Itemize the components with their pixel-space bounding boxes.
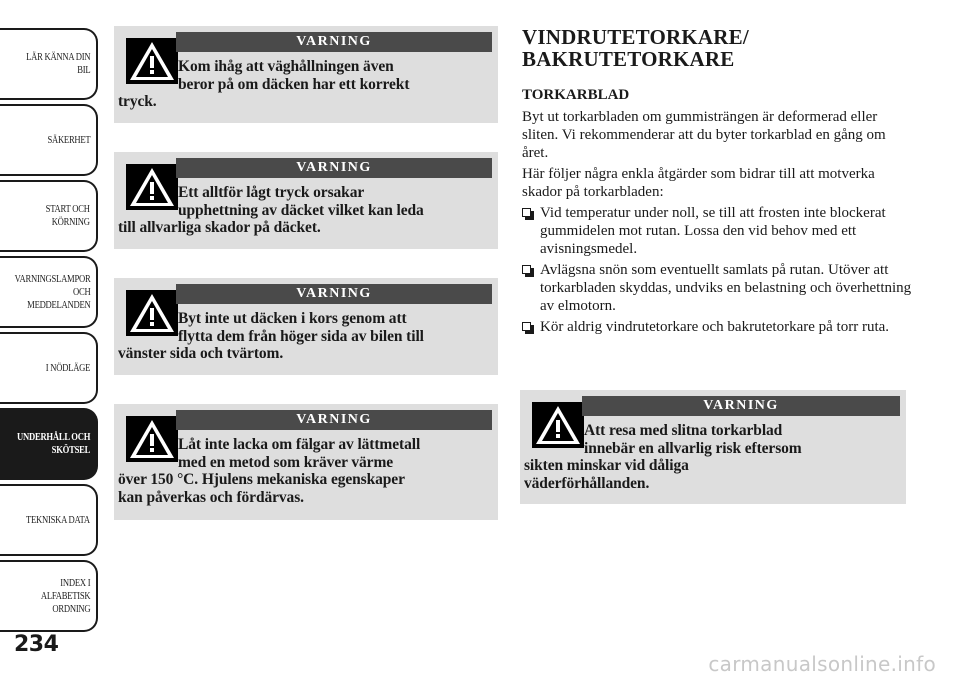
warning-line: upphettning av däcket vilket kan leda <box>178 201 424 219</box>
bullet-item <box>522 318 912 336</box>
warning-line: beror på om däcken har ett korrekt <box>178 75 410 93</box>
warning-line: väderförhållanden. <box>524 474 650 492</box>
page-number: 234 <box>14 632 59 657</box>
checkbox-bullet-icon <box>522 208 531 217</box>
paragraph: Byt ut torkarbladen om gummisträngen är deformerad eller sliten. Vi rekommenderar att du byter torkarblad en gång om året. <box>522 109 886 161</box>
tab-label: LÄR KÄNNA DIN BIL <box>25 52 90 76</box>
warning-line: Att resa med slitna torkarblad <box>584 422 783 439</box>
bullet-text: Avlägsna snön som eventuellt samlats på rutan. Utöver att torkarbladen skyddas, undviks en belastning och överhettning av elmotorn. <box>540 262 912 314</box>
bullet-text: Kör aldrig vindrutetorkare och bakrutetorkare på torr ruta. <box>540 319 890 335</box>
tab-start-och-korning[interactable] <box>0 180 98 252</box>
warning-title: VARNING <box>176 158 492 178</box>
section-heading <box>522 26 912 70</box>
bullet-item <box>522 261 912 315</box>
warning-box <box>114 26 498 123</box>
content-column <box>522 26 912 339</box>
tab-i-nodlage[interactable] <box>0 332 98 404</box>
warning-text <box>118 58 494 111</box>
warning-text <box>118 436 494 506</box>
warning-line: flytta dem från höger sida av bilen till <box>178 327 424 345</box>
checkbox-bullet-icon <box>522 265 531 274</box>
tab-label: VARNINGSLAMPOR OCH MEDDELANDEN <box>14 273 90 311</box>
warning-box <box>114 278 498 375</box>
warning-line: kan påverkas och fördärvas. <box>118 488 304 506</box>
warning-title: VARNING <box>176 410 492 430</box>
warning-line: till allvarliga skador på däcket. <box>118 219 321 236</box>
warning-line: Kom ihåg att väghållningen även <box>178 58 394 75</box>
bullet-text: Vid temperatur under noll, se till att frosten inte blockerat gummidelen mot rutan. Lossa den vid behov med ett avisningsmedel. <box>540 205 886 257</box>
warning-title: VARNING <box>582 396 900 416</box>
warning-line: Byt inte ut däcken i kors genom att <box>178 310 407 327</box>
heading-line: VINDRUTETORKARE/ <box>522 25 749 49</box>
subheading: TORKARBLAD <box>522 87 630 103</box>
warning-line: innebär en allvarlig risk eftersom <box>584 439 802 457</box>
warning-line: vänster sida och tvärtom. <box>118 345 284 362</box>
tab-label: START OCH KÖRNING <box>45 204 90 228</box>
warning-box <box>114 404 498 520</box>
tab-underhall-och-skotsel[interactable] <box>0 408 98 480</box>
heading-line: BAKRUTETORKARE <box>522 47 735 71</box>
tab-label: I NÖDLÄGE <box>45 362 90 374</box>
tab-tekniska-data[interactable] <box>0 484 98 556</box>
warning-text <box>118 184 494 237</box>
tab-label: TEKNISKA DATA <box>26 514 90 526</box>
warning-line: Låt inte lacka om fälgar av lättmetall <box>178 436 421 453</box>
warning-text <box>118 310 494 363</box>
warning-text <box>524 422 902 492</box>
warning-line: Ett alltför lågt tryck orsakar <box>178 184 365 201</box>
warning-title: VARNING <box>176 284 492 304</box>
tab-label: UNDERHÅLL OCH SKÖTSEL <box>16 432 90 456</box>
tab-sakerhet[interactable] <box>0 104 98 176</box>
warning-line: med en metod som kräver värme <box>178 453 394 471</box>
tab-varningslampor[interactable] <box>0 256 98 328</box>
warning-line: tryck. <box>118 93 157 110</box>
tab-index[interactable] <box>0 560 98 632</box>
watermark: carmanualsonline.info <box>708 652 936 676</box>
checkbox-bullet-icon <box>522 322 531 331</box>
warning-line: över 150 °C. Hjulens mekaniska egenskaper <box>118 471 405 488</box>
warning-title: VARNING <box>176 32 492 52</box>
tab-label: SÄKERHET <box>47 134 90 146</box>
paragraph: Här följer några enkla åtgärder som bidrar till att motverka skador på torkarbladen: <box>522 166 875 200</box>
bullet-item <box>522 204 912 258</box>
warning-box <box>520 390 906 504</box>
warning-box <box>114 152 498 249</box>
warning-line: sikten minskar vid dåliga <box>524 457 689 474</box>
tab-lar-kanna-din-bil[interactable] <box>0 28 98 100</box>
tab-label: INDEX I ALFABETISK ORDNING <box>40 577 90 615</box>
